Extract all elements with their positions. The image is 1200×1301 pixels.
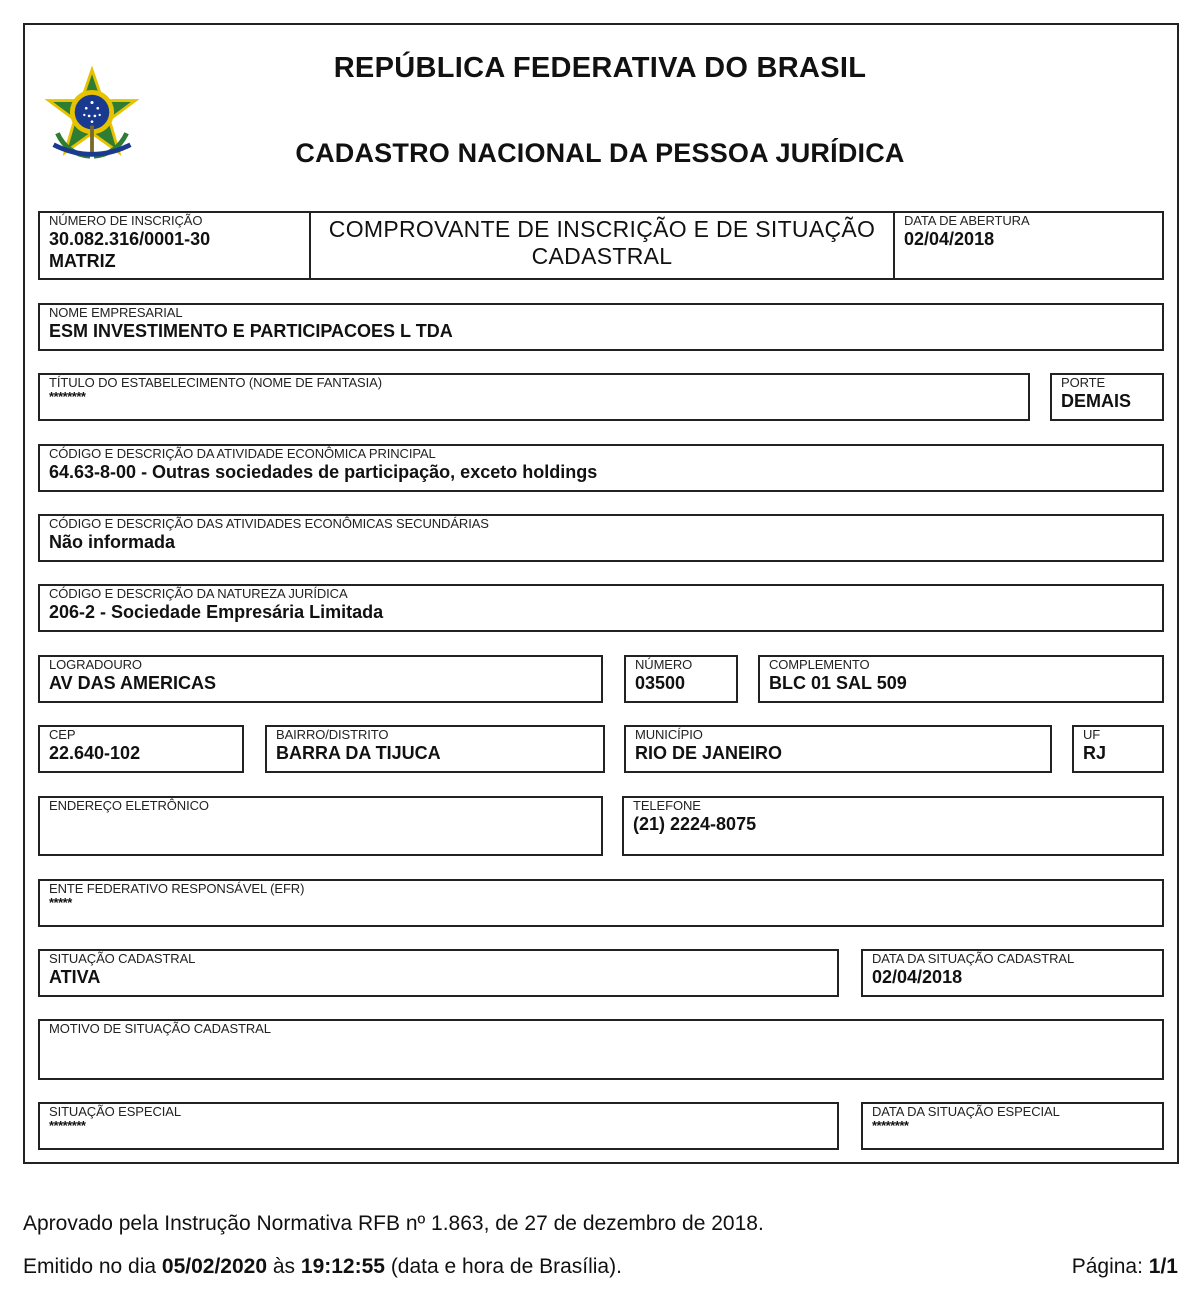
document-title: COMPROVANTE DE INSCRIÇÃO E DE SITUAÇÃO CADASTRAL (310, 211, 894, 280)
telefone-box (622, 796, 1164, 856)
emission-suffix: (data e hora de Brasília). (390, 1255, 622, 1278)
cep-box (38, 725, 244, 773)
situacao-label: SITUAÇÃO CADASTRAL (49, 951, 196, 966)
emission-at: às (272, 1255, 296, 1278)
data-situacao-especial-box (861, 1102, 1164, 1150)
atividade-principal-value: 64.63-8-00 - Outras sociedades de participação, exceto holdings (49, 462, 598, 482)
emission-line (23, 1255, 622, 1279)
situacao-especial-value: ******** (49, 1118, 86, 1133)
atividade-principal-box (38, 444, 1164, 492)
situacao-especial-box (38, 1102, 839, 1150)
page-indicator (1072, 1255, 1178, 1279)
complemento-value: BLC 01 SAL 509 (769, 673, 907, 693)
logradouro-box (38, 655, 603, 703)
titulo-label: TÍTULO DO ESTABELECIMENTO (NOME DE FANTASIA) (49, 375, 382, 390)
uf-label: UF (1083, 727, 1101, 742)
uf-box (1072, 725, 1164, 773)
abertura-value: 02/04/2018 (904, 229, 995, 249)
data-situacao-label: DATA DA SITUAÇÃO CADASTRAL (872, 951, 1075, 966)
emission-date: 05/02/2020 (161, 1255, 268, 1278)
efr-label: ENTE FEDERATIVO RESPONSÁVEL (EFR) (49, 881, 305, 896)
porte-value: DEMAIS (1061, 391, 1132, 411)
titulo-box (38, 373, 1030, 421)
abertura-box (893, 211, 1164, 280)
natureza-juridica-value: 206-2 - Sociedade Empresária Limitada (49, 602, 384, 622)
situacao-box (38, 949, 839, 997)
data-situacao-value: 02/04/2018 (872, 967, 963, 987)
emission-time: 19:12:55 (300, 1255, 385, 1278)
municipio-value: RIO DE JANEIRO (635, 743, 783, 763)
motivo-box (38, 1019, 1164, 1080)
numero-box (624, 655, 738, 703)
logradouro-value: AV DAS AMERICAS (49, 673, 217, 693)
page-value: 1/1 (1148, 1255, 1178, 1278)
logradouro-label: LOGRADOURO (49, 657, 142, 672)
porte-label: PORTE (1061, 375, 1106, 390)
nome-empresarial-box (38, 303, 1164, 351)
efr-box (38, 879, 1164, 927)
complemento-label: COMPLEMENTO (769, 657, 870, 672)
nome-empresarial-value: ESM INVESTIMENTO E PARTICIPACOES L TDA (49, 321, 453, 341)
country-title: REPÚBLICA FEDERATIVA DO BRASIL (333, 52, 867, 84)
data-situacao-especial-label: DATA DA SITUAÇÃO ESPECIAL (872, 1104, 1060, 1119)
inscricao-label: NÚMERO DE INSCRIÇÃO (49, 213, 203, 228)
telefone-label: TELEFONE (633, 798, 701, 813)
motivo-label: MOTIVO DE SITUAÇÃO CADASTRAL (49, 1021, 271, 1036)
cep-value: 22.640-102 (49, 743, 141, 763)
inscricao-value: 30.082.316/0001-30 (49, 229, 211, 249)
complemento-box (758, 655, 1164, 703)
porte-box (1050, 373, 1164, 421)
bairro-value: BARRA DA TIJUCA (276, 743, 441, 763)
bairro-box (265, 725, 605, 773)
atividades-secundarias-value: Não informada (49, 532, 176, 552)
numero-label: NÚMERO (635, 657, 693, 672)
emission-prefix: Emitido no dia (23, 1255, 157, 1278)
atividade-principal-label: CÓDIGO E DESCRIÇÃO DA ATIVIDADE ECONÔMICA PRINCIPAL (49, 446, 436, 461)
data-situacao-especial-value: ******** (872, 1118, 909, 1133)
inscricao-box (38, 211, 311, 280)
approval-note: Aprovado pela Instrução Normativa RFB nº 1.863, de 27 de dezembro de 2018. (23, 1212, 764, 1235)
uf-value: RJ (1083, 743, 1107, 763)
registry-title: CADASTRO NACIONAL DA PESSOA JURÍDICA (295, 138, 905, 168)
bairro-label: BAIRRO/DISTRITO (276, 727, 389, 742)
atividades-secundarias-label: CÓDIGO E DESCRIÇÃO DAS ATIVIDADES ECONÔMICAS SECUNDÁRIAS (49, 516, 489, 531)
emblem-inner-disc (75, 95, 110, 130)
cep-label: CEP (49, 727, 76, 742)
nome-empresarial-label: NOME EMPRESARIAL (49, 305, 183, 320)
municipio-label: MUNICÍPIO (635, 727, 703, 742)
abertura-label: DATA DE ABERTURA (904, 213, 1030, 228)
telefone-value: (21) 2224-8075 (633, 814, 757, 834)
email-box (38, 796, 603, 856)
email-label: ENDEREÇO ELETRÔNICO (49, 798, 209, 813)
situacao-especial-label: SITUAÇÃO ESPECIAL (49, 1104, 181, 1119)
situacao-value: ATIVA (49, 967, 101, 987)
atividades-secundarias-box (38, 514, 1164, 562)
data-situacao-box (861, 949, 1164, 997)
titulo-value: ******** (49, 389, 86, 404)
numero-value: 03500 (635, 673, 686, 693)
natureza-juridica-box (38, 584, 1164, 632)
natureza-juridica-label: CÓDIGO E DESCRIÇÃO DA NATUREZA JURÍDICA (49, 586, 348, 601)
municipio-box (624, 725, 1052, 773)
efr-value: ***** (49, 895, 72, 910)
inscricao-type: MATRIZ (49, 251, 116, 271)
page-label: Página: (1071, 1255, 1143, 1278)
